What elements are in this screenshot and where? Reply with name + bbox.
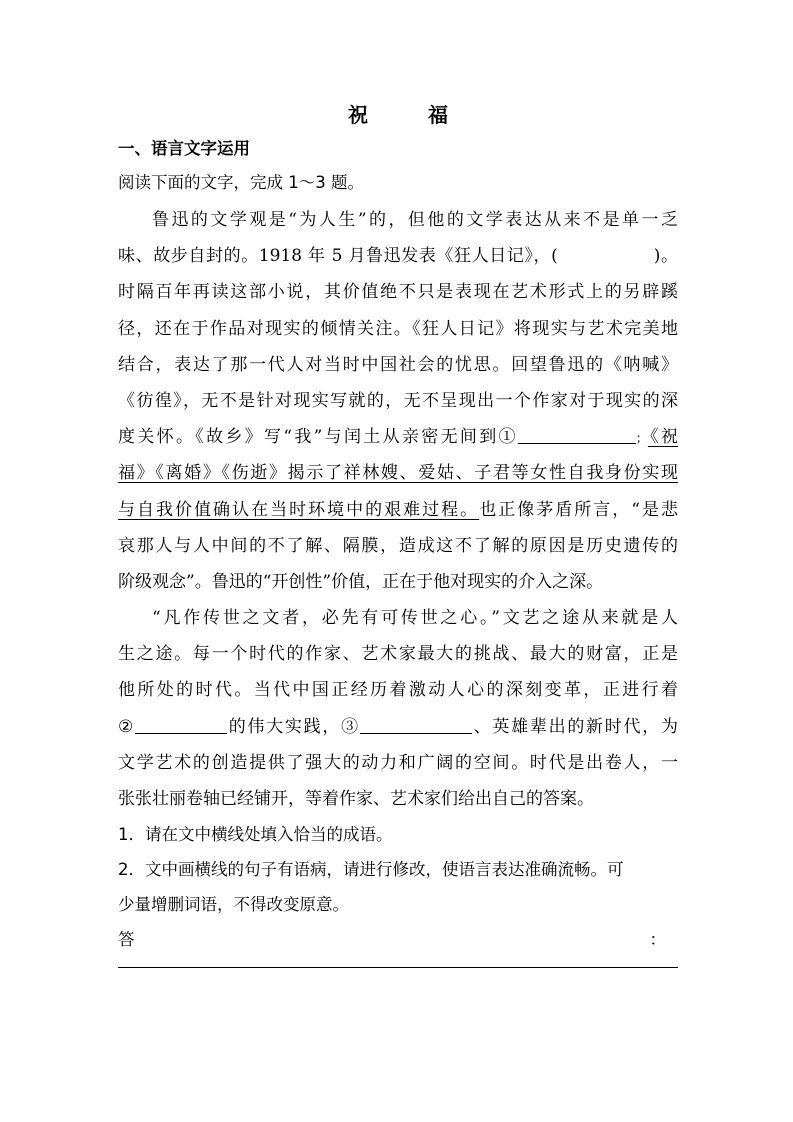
question-2-line-1: 2．文中画横线的句子有语病，请进行修改，使语言表达准确流畅。可	[118, 860, 624, 880]
text-line: 结合，表达了那一代人对当时中国社会的忧思。回望鲁迅的《呐喊》	[118, 354, 678, 375]
document-title: 祝 福	[348, 103, 468, 127]
section-heading: 一、语言文字运用	[118, 139, 250, 158]
fill-blank-3[interactable]	[360, 715, 472, 734]
question-1: 1．请在文中横线处填入恰当的成语。	[118, 825, 393, 845]
answer-label: 答	[118, 930, 135, 950]
text-line: ② 的伟大实践，③ 、英雄辈出的新时代，为	[118, 716, 679, 737]
text-line: 生之途。每一个时代的作家、艺术家最大的挑战、最大的财富，正是	[118, 644, 678, 665]
text-line: 度关怀。《故乡》写“我”与闰土从亲密无间到① ；《祝	[118, 427, 678, 448]
answer-row	[118, 922, 678, 958]
fill-blank-1[interactable]	[518, 425, 636, 444]
document-page	[118, 98, 678, 968]
underlined-sentence: 《祝	[647, 427, 678, 448]
fill-blank-2[interactable]	[135, 715, 227, 734]
passage-paragraph-1	[118, 202, 678, 600]
text-line: 味、故步自封的。1918 年 5 月鲁迅发表《狂人日记》，( )。	[118, 246, 678, 267]
underlined-sentence: 与自我价值确认在当时环境中的艰难过程。	[118, 499, 480, 520]
text-line: 阶级观念”。鲁迅的“开创性”价值，正在于他对现实的介入之深。	[118, 571, 604, 592]
text-line: 时隔百年再读这部小说，其价值绝不只是表现在艺术形式上的另辟蹊	[118, 282, 678, 303]
text-line: 张张壮丽卷轴已经铺开，等着作家、艺术家们给出自己的答案。	[118, 789, 594, 809]
underlined-sentence: 福》《离婚》《伤逝》揭示了祥林嫂、爱姑、子君等女性自我身份实现	[118, 463, 678, 484]
text-line: 文学艺术的创造提供了强大的动力和广阔的空间。时代是出卷人，一	[118, 752, 678, 773]
text-line: 径，还在于作品对现实的倾情关注。《狂人日记》将现实与艺术完美地	[118, 318, 678, 339]
answer-line[interactable]	[118, 966, 678, 968]
answer-colon: ：	[649, 930, 666, 950]
text-line: 他所处的时代。当代中国正经历着激动人心的深刻变革，正进行着	[118, 680, 678, 701]
question-2	[118, 852, 678, 922]
text-line: 与自我价值确认在当时环境中的艰难过程。也正像茅盾所言，“是悲	[118, 499, 678, 520]
text-line: 《彷徨》，无不是针对现实写就的，无不呈现出一个作家对于现实的深	[118, 390, 678, 411]
reading-instruction: 阅读下面的文字，完成 1～3 题。	[118, 173, 364, 192]
text-line: 鲁迅的文学观是“为人生”的，但他的文学表达从来不是单一乏	[152, 210, 678, 230]
question-2-line-2: 少量增删词语，不得改变原意。	[118, 895, 349, 915]
text-line: 哀那人与人中间的不了解、隔膜，造成这不了解的原因是历史遗传的	[118, 535, 678, 556]
text-line: “凡作传世之文者，必先有可传世之心。”文艺之途从来就是人	[152, 608, 678, 629]
passage-paragraph-2	[118, 600, 678, 817]
